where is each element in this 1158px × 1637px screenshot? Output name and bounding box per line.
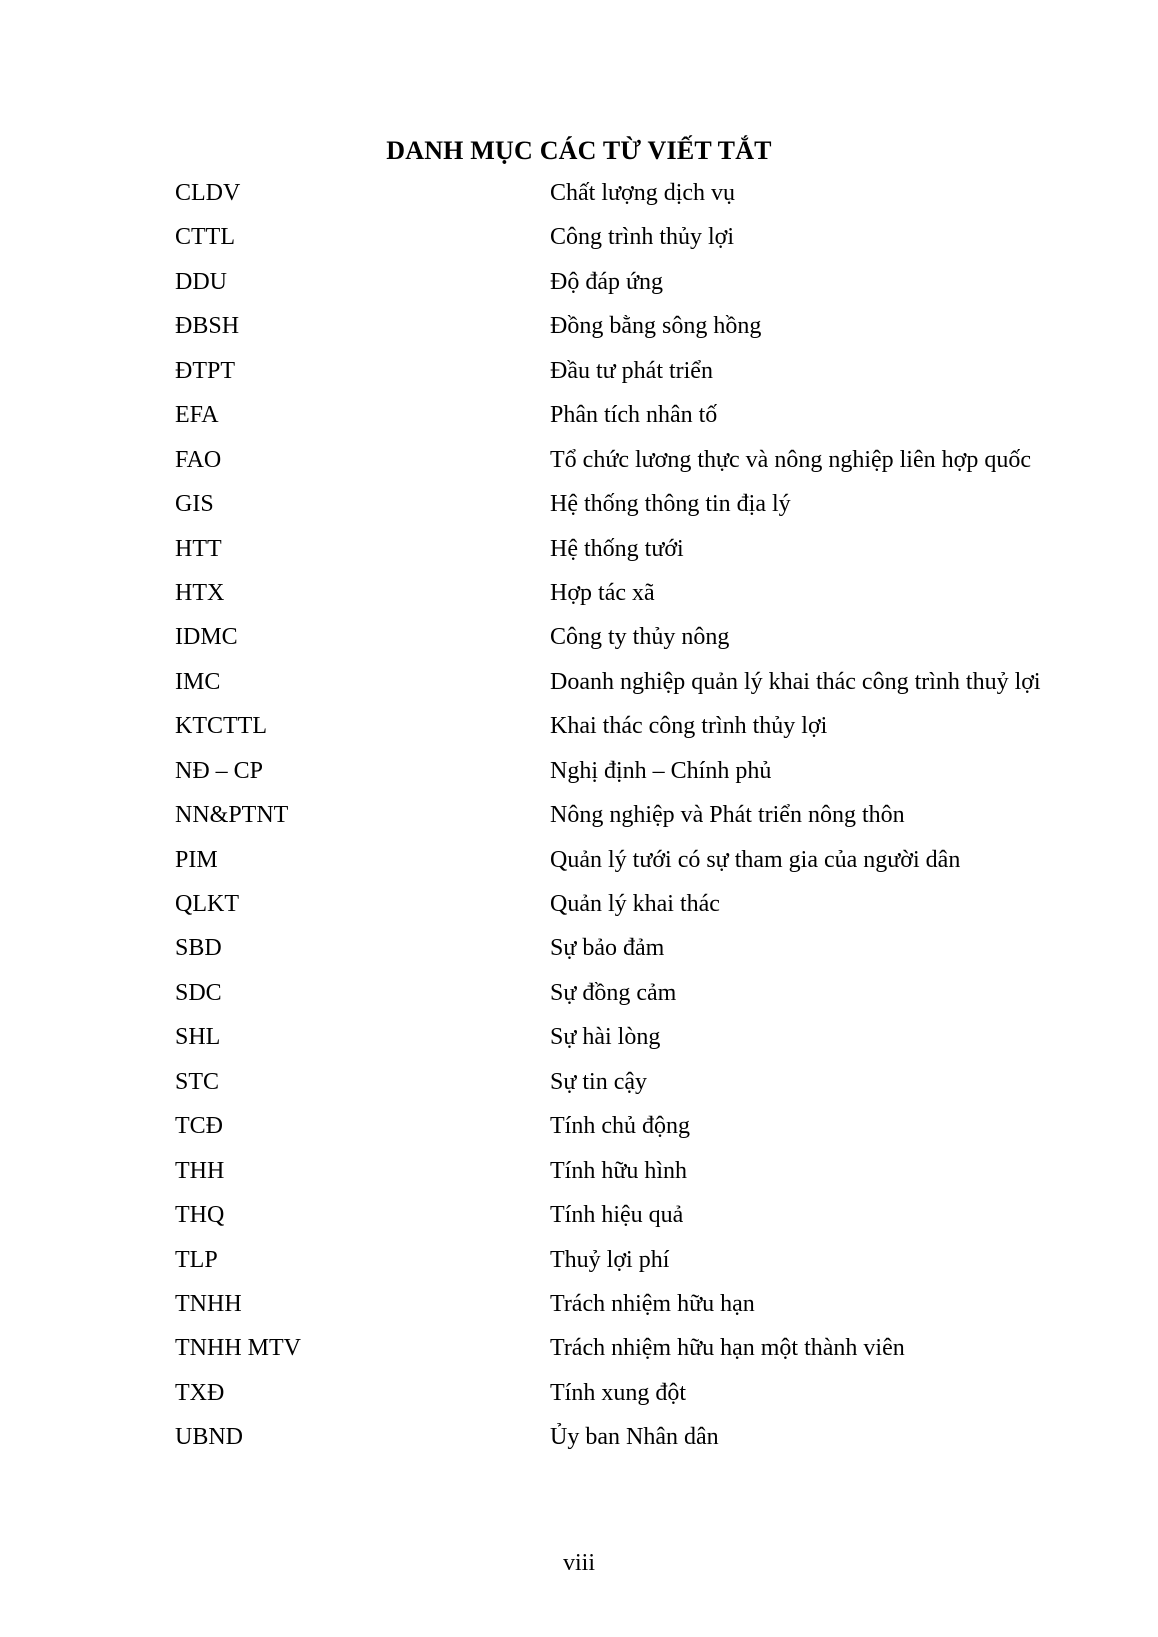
page-number: viii (562, 1550, 595, 1576)
abbreviation-term: KTCTTL (175, 713, 267, 740)
abbreviation-term: TNHH (175, 1290, 242, 1317)
abbreviation-meaning: Phân tích nhân tố (550, 402, 718, 429)
abbreviation-term: ĐBSH (175, 313, 240, 340)
abbreviation-term: THQ (175, 1202, 225, 1229)
abbreviation-meaning: Tính chủ động (550, 1113, 690, 1140)
abbreviation-meaning: Tổ chức lương thực và nông nghiệp liên hợp quốc (550, 446, 1031, 473)
abbreviation-row (175, 305, 1095, 349)
abbreviation-row (175, 750, 1095, 794)
abbreviation-term: TNHH MTV (175, 1335, 301, 1362)
abbreviation-term: IMC (175, 668, 221, 695)
abbreviation-term: ĐTPT (175, 357, 235, 384)
abbreviation-row (175, 528, 1095, 572)
abbreviation-row (175, 572, 1095, 616)
abbreviation-term: SHL (175, 1024, 221, 1051)
abbreviation-row (175, 927, 1095, 971)
abbreviation-meaning: Hệ thống thông tin địa lý (550, 491, 791, 518)
abbreviation-row (175, 1416, 1095, 1460)
abbreviation-row (175, 1105, 1095, 1149)
abbreviation-term: TLP (175, 1246, 218, 1273)
abbreviation-term: FAO (175, 446, 222, 473)
abbreviation-row (175, 216, 1095, 260)
abbreviation-term: GIS (175, 491, 214, 518)
abbreviation-row (175, 483, 1095, 527)
abbreviation-meaning: Sự đồng cảm (550, 979, 677, 1006)
abbreviation-row (175, 1327, 1095, 1371)
abbreviation-list (175, 172, 1095, 1461)
abbreviation-meaning: Trách nhiệm hữu hạn một thành viên (550, 1335, 905, 1362)
abbreviation-term: NĐ – CP (175, 757, 264, 784)
abbreviation-row (175, 261, 1095, 305)
abbreviation-row (175, 1194, 1095, 1238)
abbreviation-meaning: Doanh nghiệp quản lý khai thác công trình thuỷ lợi (550, 668, 1041, 695)
abbreviation-meaning: Sự bảo đảm (550, 935, 665, 962)
abbreviation-row (175, 394, 1095, 438)
abbreviation-meaning: Thuỷ lợi phí (550, 1246, 670, 1273)
abbreviation-term: UBND (175, 1424, 244, 1451)
abbreviation-term: SBD (175, 935, 222, 962)
abbreviation-term: IDMC (175, 624, 238, 651)
abbreviation-row (175, 883, 1095, 927)
abbreviation-meaning: Độ đáp ứng (550, 268, 663, 295)
abbreviation-row (175, 1239, 1095, 1283)
page-title: DANH MỤC CÁC TỪ VIẾT TẮT (386, 136, 772, 165)
abbreviation-meaning: Tính hiệu quả (550, 1202, 684, 1229)
abbreviation-meaning: Trách nhiệm hữu hạn (550, 1290, 755, 1317)
abbreviation-term: DDU (175, 268, 227, 295)
abbreviation-row (175, 1283, 1095, 1327)
abbreviation-meaning: Chất lượng dịch vụ (550, 180, 736, 206)
abbreviation-term: TCĐ (175, 1113, 223, 1140)
abbreviation-meaning: Ủy ban Nhân dân (550, 1424, 719, 1451)
abbreviation-term: HTT (175, 535, 222, 562)
abbreviation-row (175, 439, 1095, 483)
abbreviation-term: CTTL (175, 224, 235, 251)
abbreviation-row (175, 1016, 1095, 1060)
abbreviation-row (175, 972, 1095, 1016)
abbreviation-meaning: Quản lý khai thác (550, 891, 720, 917)
abbreviation-meaning: Khai thác công trình thủy lợi (550, 713, 828, 740)
abbreviation-meaning: Sự hài lòng (550, 1024, 661, 1051)
abbreviation-meaning: Công trình thủy lợi (550, 224, 735, 251)
abbreviation-term: TXĐ (175, 1379, 225, 1406)
abbreviation-meaning: Đồng bằng sông hồng (550, 313, 762, 340)
abbreviation-meaning: Hệ thống tưới (550, 535, 684, 562)
abbreviation-meaning: Sự tin cậy (550, 1068, 647, 1095)
abbreviation-term: QLKT (175, 891, 239, 917)
abbreviation-meaning: Quản lý tưới có sự tham gia của người dân (550, 846, 961, 873)
abbreviation-meaning: Tính hữu hình (550, 1157, 688, 1184)
abbreviation-term: PIM (175, 846, 218, 873)
abbreviation-row (175, 794, 1095, 838)
abbreviation-row (175, 350, 1095, 394)
abbreviation-meaning: Nông nghiệp và Phát triển nông thôn (550, 802, 905, 829)
abbreviation-row (175, 1061, 1095, 1105)
abbreviation-meaning: Đầu tư phát triển (550, 357, 713, 384)
abbreviation-meaning: Công ty thủy nông (550, 624, 730, 651)
abbreviation-term: STC (175, 1068, 220, 1095)
abbreviation-term: CLDV (175, 180, 241, 206)
abbreviation-row (175, 1372, 1095, 1416)
abbreviation-term: HTX (175, 579, 225, 606)
abbreviation-row (175, 1150, 1095, 1194)
abbreviation-row (175, 839, 1095, 883)
abbreviation-meaning: Hợp tác xã (550, 579, 655, 606)
abbreviation-meaning: Tính xung đột (550, 1379, 686, 1406)
abbreviation-row (175, 705, 1095, 749)
abbreviation-row (175, 172, 1095, 216)
abbreviation-row (175, 616, 1095, 660)
abbreviation-meaning: Nghị định – Chính phủ (550, 757, 772, 784)
abbreviation-term: EFA (175, 402, 219, 429)
abbreviation-term: NN&PTNT (175, 802, 289, 829)
abbreviation-term: SDC (175, 979, 222, 1006)
abbreviation-term: THH (175, 1157, 225, 1184)
abbreviation-row (175, 661, 1095, 705)
